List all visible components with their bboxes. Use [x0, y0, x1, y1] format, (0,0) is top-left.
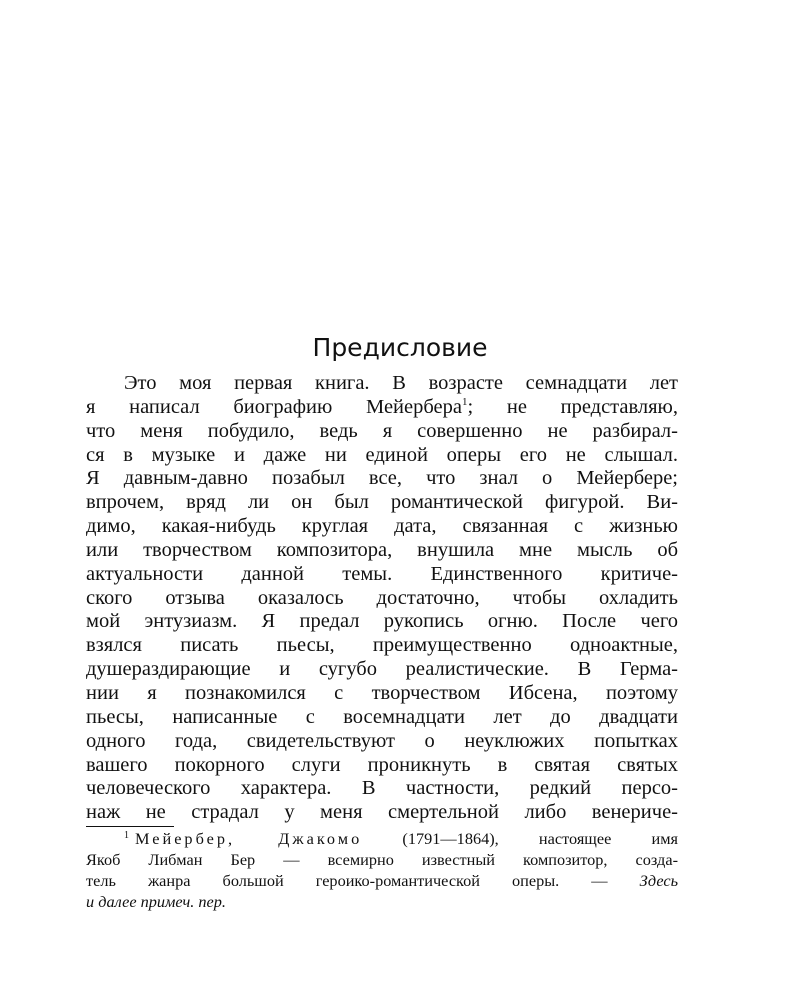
body-text [86, 372, 678, 825]
text-line: мой энтузиазм. Я предал рукопись огню. После чего [86, 610, 678, 633]
text-line: взялся писать пьесы, преимущественно одноактные, [86, 634, 678, 657]
text-line: вашего покорного слуги проникнуть в святая святых [86, 753, 678, 776]
text-line: впрочем, вряд ли он был романтической фигурой. Ви- [86, 491, 678, 514]
text-line: одного года, свидетельствуют о неуклюжих попытках [86, 729, 678, 752]
footnote-person-name: Мейербер, Джакомо [135, 829, 363, 848]
text-line: нии я познакомился с творчеством Ибсена, поэтому [86, 681, 678, 704]
footnote-divider [86, 826, 174, 827]
text-line: актуальности данной темы. Единственного критиче- [86, 562, 678, 585]
footnote-text: тель жанра большой героико-романтической оперы. — [86, 871, 608, 890]
footnote-line [86, 891, 678, 912]
footnote-text: (1791—1864), настоящее имя [362, 829, 678, 848]
text-line: ся в музыке и даже ни единой оперы его не слышал. [86, 443, 678, 466]
text-line: Я давным-давно позабыл все, что знал о Мейербере; [86, 467, 678, 490]
text-line: ского отзыва оказалось достаточно, чтобы охладить [86, 586, 678, 609]
footnote [86, 828, 678, 912]
footnote-reference[interactable]: 1 [462, 395, 468, 408]
footnote-italic-text: Здесь [639, 871, 678, 890]
text-line-with-footnote [86, 396, 678, 420]
text-line: человеческого характера. В частности, редкий персо- [86, 777, 678, 800]
footnote-italic-text: и далее примеч. пер. [86, 892, 226, 911]
text-line: что меня побудило, ведь я совершенно не разбирал- [86, 419, 678, 442]
chapter-title: Предисловие [312, 333, 488, 362]
text-fragment: я написал биографию Мейербера [86, 395, 462, 418]
text-fragment: ; не представляю, [467, 395, 678, 418]
text-line: душераздирающие и сугубо реалистические. В Герма- [86, 658, 678, 681]
text-line: пьесы, написанные с восемнадцати лет до двадцати [86, 705, 678, 728]
footnote-line [86, 870, 678, 891]
footnote-line [86, 828, 678, 849]
text-line: Это моя первая книга. В возрасте семнадцати лет [124, 372, 678, 394]
text-line: или творчеством композитора, внушила мне мысль об [86, 538, 678, 561]
footnote-mark: 1 [124, 830, 129, 841]
footnote-line: Якоб Либман Бер — всемирно известный композитор, созда- [86, 850, 678, 869]
text-line: димо, какая-нибудь круглая дата, связанная с жизнью [86, 515, 678, 538]
text-line: наж не страдал у меня смертельной либо венериче- [86, 801, 678, 824]
